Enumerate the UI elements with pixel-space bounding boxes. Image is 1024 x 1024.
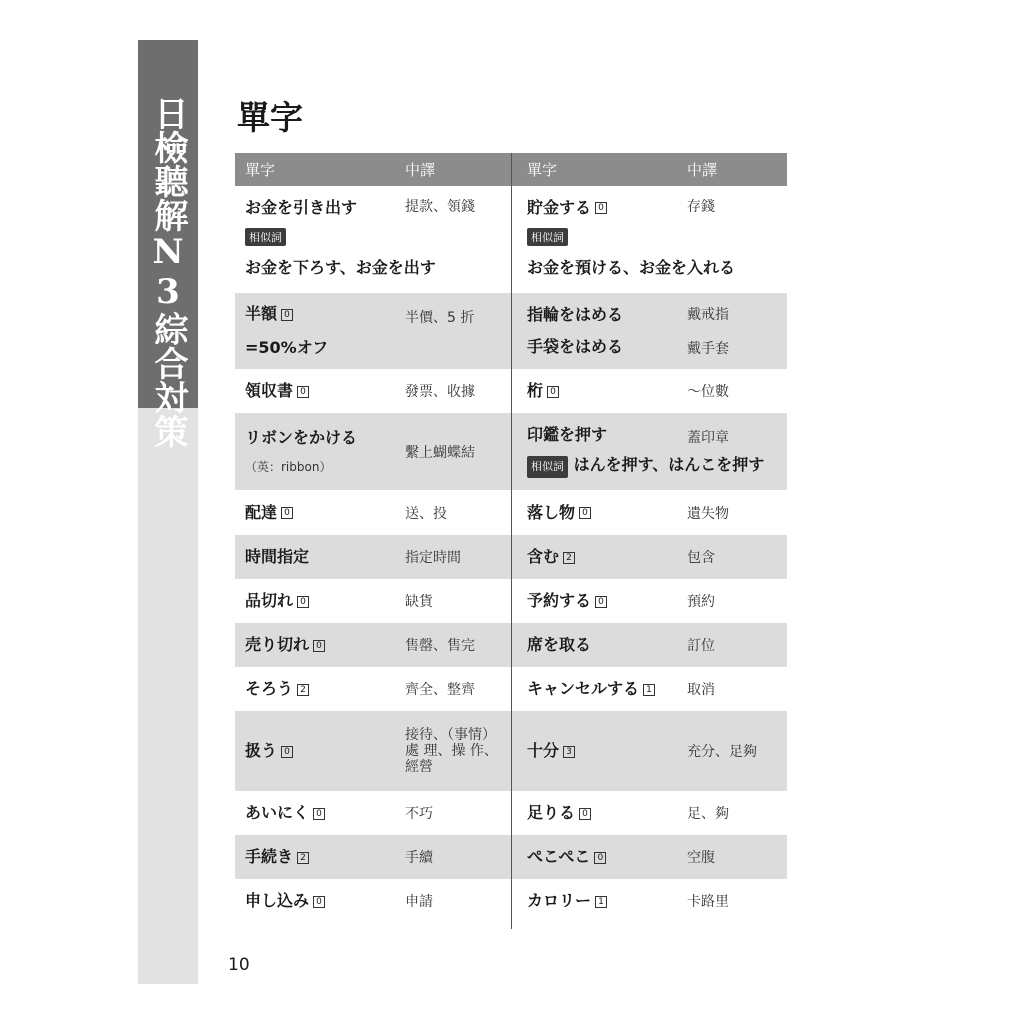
accent-mark: 0 — [594, 852, 606, 864]
word-cell — [511, 369, 687, 413]
meaning-text: 取消 — [687, 682, 715, 698]
meaning-cell — [405, 623, 511, 667]
header-word: 單字 — [527, 161, 558, 179]
meaning-cell — [405, 293, 511, 369]
meaning-cell — [687, 490, 787, 535]
vocab-word: リボンをかける — [245, 427, 358, 447]
table-row — [235, 791, 787, 835]
meaning-text: 處 理、操 作、 — [405, 743, 498, 759]
meaning-text: 缺貨 — [405, 594, 433, 610]
vocab-note: =50%オフ — [245, 338, 329, 357]
vocab-word: 足りる 0 — [527, 803, 687, 823]
meaning-cell — [405, 490, 511, 535]
word-cell — [235, 879, 405, 923]
vocab-word: 貯金する 0 — [527, 198, 687, 218]
table-row — [235, 879, 787, 923]
word-cell — [235, 413, 405, 490]
meaning-text: 預約 — [687, 594, 715, 610]
word-cell — [235, 579, 405, 623]
synonym-line — [527, 455, 765, 478]
accent-mark: 3 — [563, 746, 575, 758]
meaning-cell — [405, 535, 511, 579]
synonym-badge: 相似詞 — [527, 456, 568, 478]
vocab-word: 品切れ 0 — [245, 591, 405, 611]
table-row — [235, 667, 787, 711]
vocab-word: 領収書 0 — [245, 381, 405, 401]
vocab-word: そろう 2 — [245, 679, 405, 699]
meaning-cell — [687, 413, 787, 490]
accent-mark: 1 — [595, 896, 607, 908]
meaning-text: 〜位數 — [687, 384, 729, 400]
header-meaning: 中譯 — [687, 161, 718, 179]
meaning-text: 存錢 — [687, 199, 715, 215]
vocab-note: （英：ribbon） — [245, 459, 332, 474]
table-row — [235, 579, 787, 623]
word-cell — [235, 490, 405, 535]
word-cell — [235, 293, 405, 369]
accent-mark: 0 — [297, 386, 309, 398]
word-cell — [511, 293, 687, 369]
table-row — [235, 413, 787, 490]
meaning-cell — [405, 413, 511, 490]
meaning-text: 訂位 — [687, 638, 715, 654]
meaning-text: 接待、（事情） — [405, 727, 496, 743]
vocab-word: 十分 3 — [527, 741, 687, 761]
accent-mark: 0 — [313, 896, 325, 908]
meaning-text: 經營 — [405, 759, 433, 775]
word-cell — [235, 667, 405, 711]
meaning-cell — [405, 791, 511, 835]
synonym-badge: 相似詞 — [527, 228, 568, 246]
vocab-word: カロリー 1 — [527, 891, 687, 911]
synonym-badge: 相似詞 — [245, 228, 286, 246]
meaning-cell — [687, 791, 787, 835]
meaning-cell — [405, 369, 511, 413]
meaning-text: 包含 — [687, 550, 715, 566]
word-cell — [511, 535, 687, 579]
meaning-cell — [687, 835, 787, 879]
meaning-text: 手續 — [405, 850, 433, 866]
meaning-cell — [687, 711, 787, 791]
meaning-cell — [405, 711, 511, 791]
accent-mark: 2 — [297, 684, 309, 696]
page-number: 10 — [228, 955, 250, 975]
vocab-table — [235, 153, 787, 923]
meaning-text: 送、投 — [405, 505, 447, 522]
accent-mark: 2 — [297, 852, 309, 864]
vocab-word: 半額 0 — [245, 304, 405, 324]
meaning-cell — [687, 535, 787, 579]
page-title: 單字 — [237, 98, 303, 137]
vocab-word: 含む 2 — [527, 547, 687, 567]
meaning-text: 蓋印章 — [687, 430, 729, 446]
accent-mark: 0 — [281, 309, 293, 321]
word-cell — [511, 791, 687, 835]
header-meaning: 中譯 — [405, 161, 436, 179]
synonym-text: はんを押す、はんこを押す — [573, 455, 765, 474]
word-cell — [511, 879, 687, 923]
vocab-word: お金を引き出す — [245, 197, 358, 217]
vocab-word: 桁 0 — [527, 381, 687, 401]
vocab-word: あいにく 0 — [245, 803, 405, 823]
vocab-word: 指輪をはめる — [527, 305, 624, 324]
meaning-text: 戴手套 — [687, 341, 729, 357]
word-cell — [511, 667, 687, 711]
vocab-word: 手続き 2 — [245, 847, 405, 867]
accent-mark: 0 — [313, 808, 325, 820]
sidebar-title: 日檢聽解N3綜合対策 — [148, 96, 188, 448]
table-row — [235, 186, 787, 293]
meaning-text: 繫上蝴蝶結 — [405, 444, 475, 461]
word-cell — [235, 791, 405, 835]
sidebar-tab — [138, 40, 198, 448]
meaning-text: 空腹 — [687, 850, 715, 866]
meaning-text: 不巧 — [405, 806, 433, 822]
meaning-text: 戴戒指 — [687, 307, 729, 323]
vocab-word: 売り切れ 0 — [245, 635, 405, 655]
meaning-text: 申請 — [405, 894, 433, 910]
word-cell — [235, 535, 405, 579]
meaning-text: 提款、領錢 — [405, 199, 475, 215]
meaning-cell — [687, 579, 787, 623]
synonym-text: お金を預ける、お金を入れる — [527, 257, 736, 277]
accent-mark: 0 — [579, 808, 591, 820]
accent-mark: 0 — [281, 507, 293, 519]
synonym-text: お金を下ろす、お金を出す — [245, 257, 436, 277]
vocab-word: キャンセルする 1 — [527, 679, 687, 699]
table-row — [235, 535, 787, 579]
word-cell — [235, 186, 436, 293]
vocab-word: 時間指定 — [245, 547, 310, 566]
meaning-text: 發票、收據 — [405, 384, 475, 400]
meaning-cell — [405, 667, 511, 711]
meaning-text: 指定時間 — [405, 550, 461, 566]
accent-mark: 0 — [297, 596, 309, 608]
word-cell — [511, 490, 687, 535]
accent-mark: 0 — [579, 507, 591, 519]
meaning-cell — [687, 879, 787, 923]
vocab-word: 申し込み 0 — [245, 891, 405, 911]
accent-mark: 0 — [595, 202, 607, 214]
meaning-cell — [405, 186, 511, 293]
vocab-word: 席を取る — [527, 635, 592, 654]
meaning-text: 充分、足夠 — [687, 744, 757, 760]
table-row — [235, 293, 787, 369]
vocab-word: 落し物 0 — [527, 503, 687, 523]
meaning-cell — [687, 623, 787, 667]
meaning-cell — [687, 667, 787, 711]
meaning-text: 卡路里 — [687, 894, 729, 910]
header-word: 單字 — [245, 161, 276, 179]
accent-mark: 0 — [595, 596, 607, 608]
vocab-word: ぺこぺこ 0 — [527, 847, 687, 867]
accent-mark: 0 — [281, 746, 293, 758]
meaning-cell — [405, 879, 511, 923]
word-cell — [511, 835, 687, 879]
vocab-word: 予約する 0 — [527, 591, 687, 611]
meaning-text: 足、夠 — [687, 806, 729, 822]
table-row — [235, 490, 787, 535]
accent-mark: 1 — [643, 684, 655, 696]
table-row — [235, 369, 787, 413]
accent-mark: 2 — [563, 552, 575, 564]
word-cell — [235, 369, 405, 413]
word-cell — [511, 623, 687, 667]
table-row — [235, 623, 787, 667]
vocab-word: 扱う 0 — [245, 741, 405, 761]
meaning-text: 遺失物 — [687, 505, 729, 522]
table-body — [235, 186, 787, 923]
meaning-text: 齊全、整齊 — [405, 682, 475, 698]
word-cell — [235, 711, 405, 791]
word-cell — [235, 835, 405, 879]
accent-mark: 0 — [313, 640, 325, 652]
accent-mark: 0 — [547, 386, 559, 398]
meaning-cell — [405, 579, 511, 623]
meaning-cell — [687, 369, 787, 413]
meaning-text: 售罄、售完 — [405, 638, 475, 654]
table-row — [235, 835, 787, 879]
meaning-cell — [687, 293, 787, 369]
vocab-word: 手袋をはめる — [527, 337, 624, 356]
meaning-cell — [687, 186, 787, 293]
vocab-word: 配達 0 — [245, 503, 405, 523]
meaning-cell — [405, 835, 511, 879]
word-cell — [511, 579, 687, 623]
word-cell — [235, 623, 405, 667]
table-row — [235, 711, 787, 791]
meaning-text: 半價、5 折 — [405, 310, 475, 326]
vocab-word: 印鑑を押す — [527, 425, 608, 444]
word-cell — [511, 711, 687, 791]
